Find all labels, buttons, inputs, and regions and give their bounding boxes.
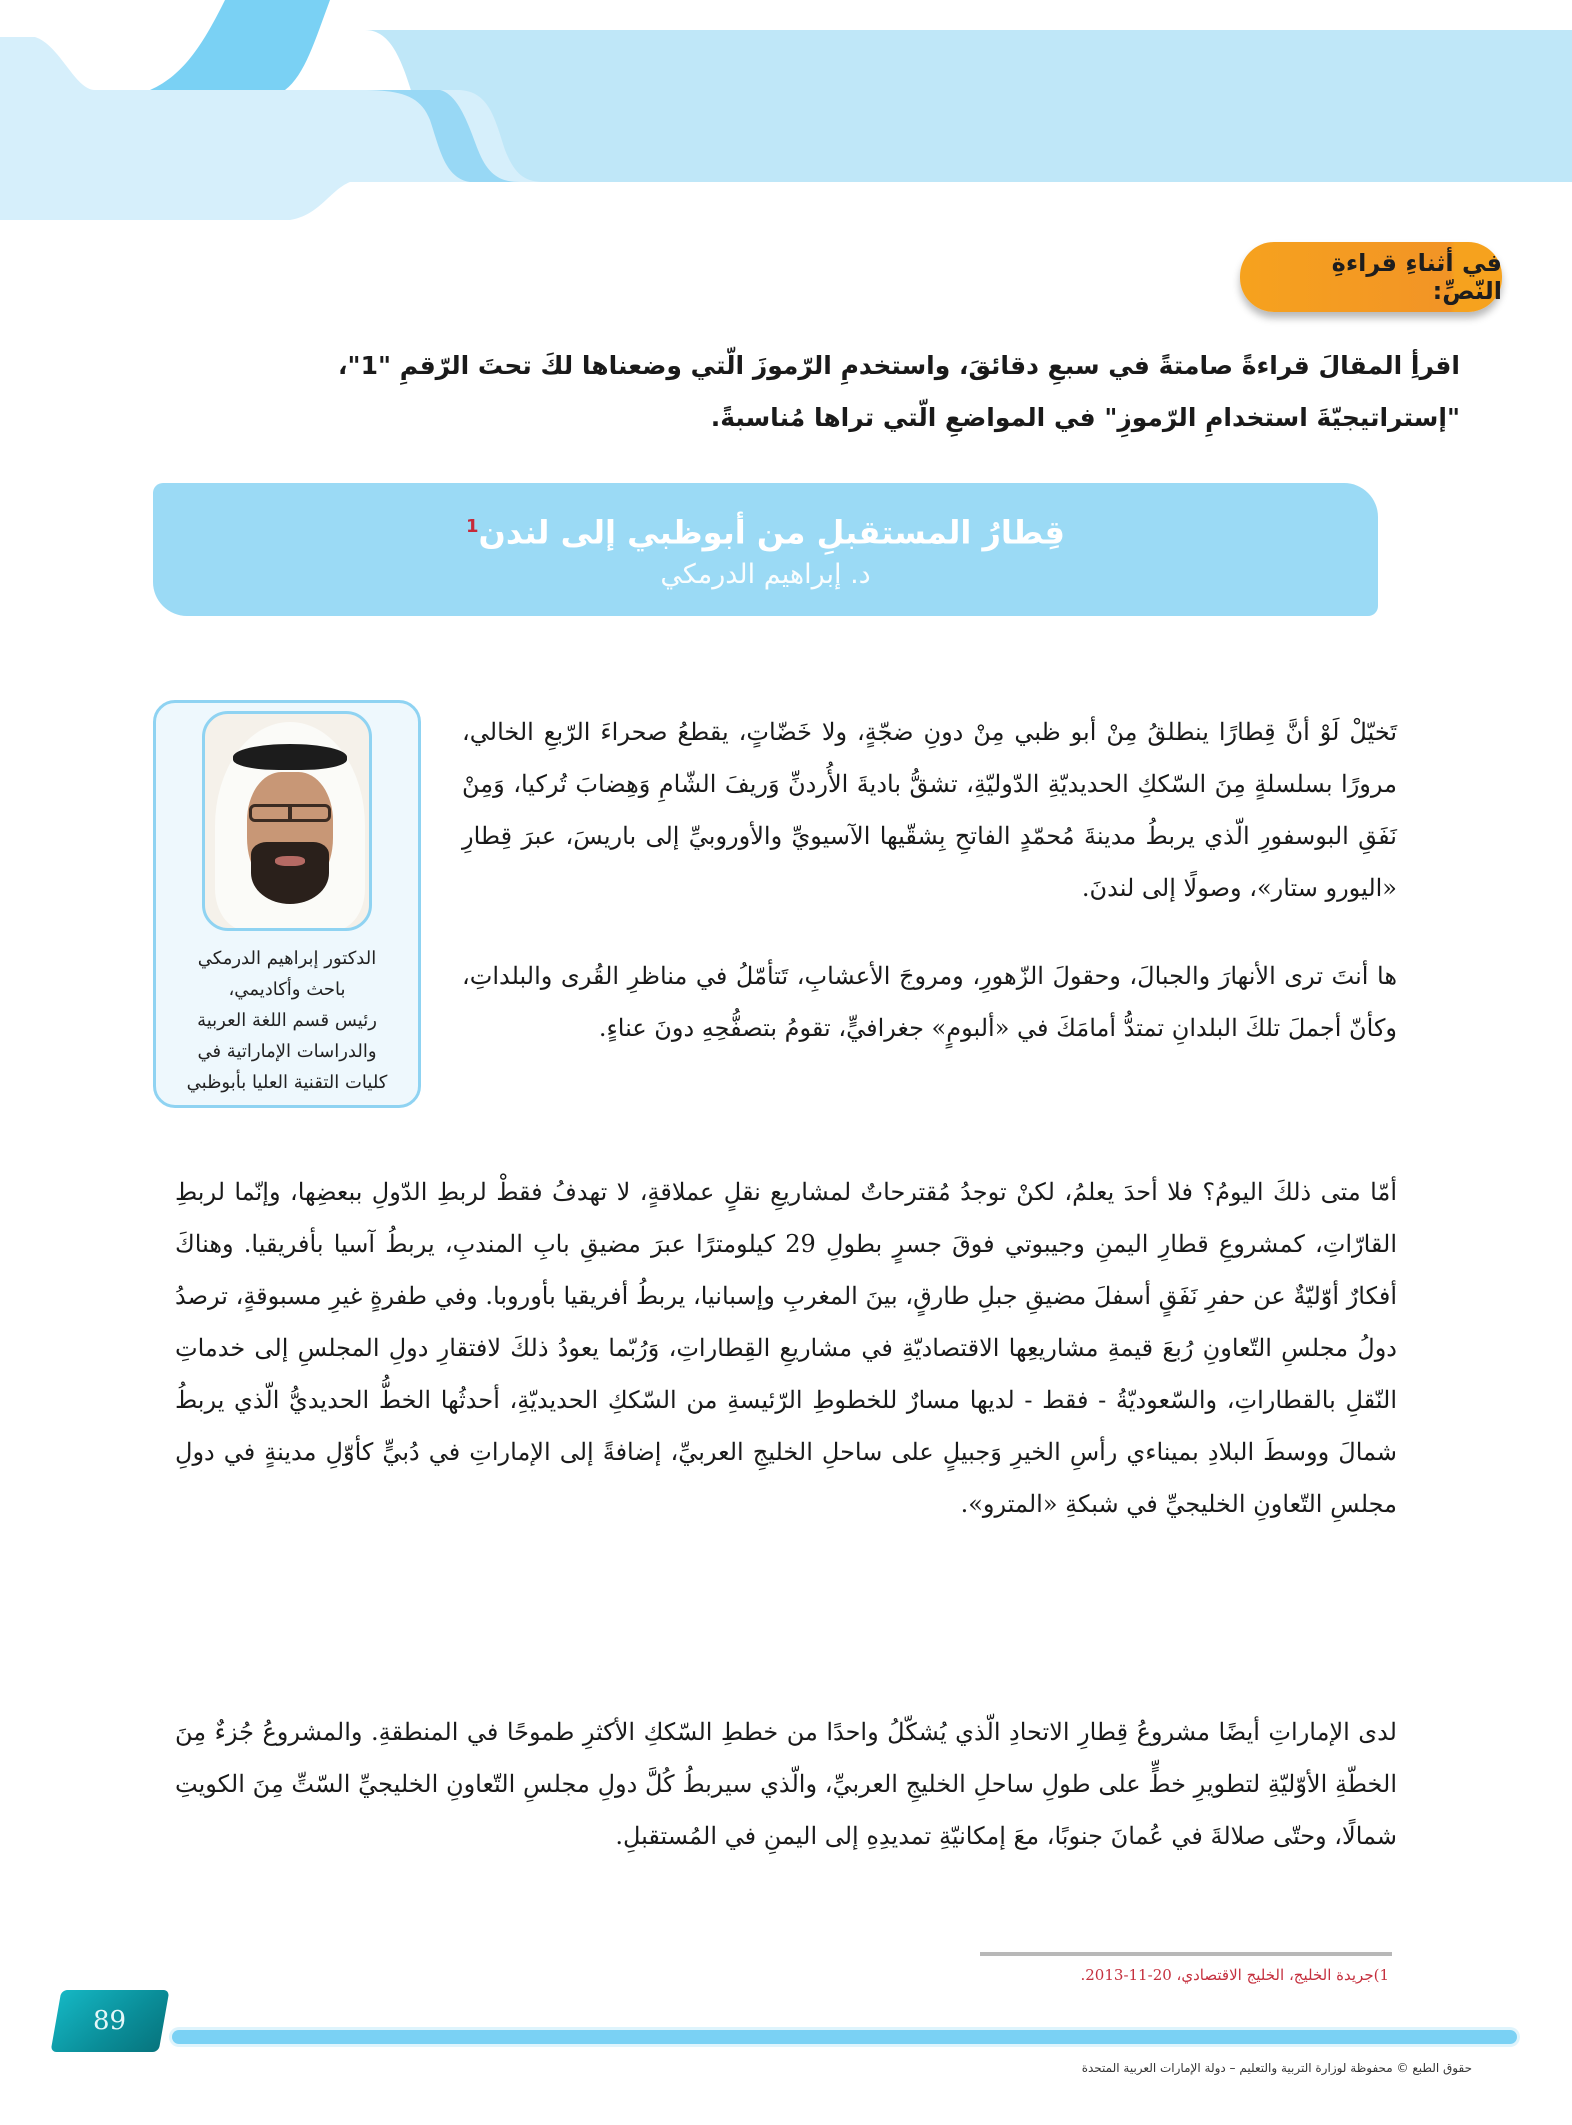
section-heading-pill: [1240, 242, 1502, 312]
footer-divider-bar: [172, 2030, 1517, 2044]
bio-line: كليات التقنية العليا بأبوظبي: [186, 1072, 388, 1093]
article-paragraph-1: تَخيّلْ لَوْ أنَّ قِطارًا ينطلقُ مِنْ أبو ظبي مِنْ دونِ ضجّةٍ، ولا خَضّاتٍ، يقطعُ صحراءَ الرّبعِ الخالي، مرورًا بسلسلةٍ مِنَ السّككِ الحديديّةِ الدّوليّةِ، تشقُّ باديةَ الأُردنِّ وَريفَ الشّامِ وَهِضابَ تُركيا، وَمِنْ نَفَقِ البوسفورِ الّذي يربطُ مدينةَ مُحمّدٍ الفاتحِ بِشقّيها الآسيويِّ والأوروبيِّ إلى باريسَ، عبرَ قِطارِ «اليورو ستار»، وصولًا إلى لندنَ.: [462, 718, 1397, 902]
article-title: [466, 504, 1065, 556]
page-number: 89: [93, 2006, 127, 2036]
footnote-divider: [980, 1952, 1392, 1956]
article-paragraph-2: ها أنتَ ترى الأنهارَ والجبالَ، وحقولَ الزّهورِ، ومروجَ الأعشابِ، تَتأمّلُ في مناظرِ القُرى والبلداتِ، وكأنّ أجملَ تلكَ البلدانِ تمتدُّ أمامَكَ في «ألبومٍ» جغرافيٍّ، تقومُ بتصفُّحِهِ دونَ عناءٍ.: [462, 962, 1397, 1042]
article-paragraph-4: لدى الإماراتِ أيضًا مشروعُ قِطارِ الاتحادِ الّذي يُشكّلُ واحدًا من خططِ السّككِ الأكثرِ طموحًا في المنطقةِ. والمشروعُ جُزءٌ مِنَ الخطّةِ الأوّليّةِ لتطويرِ خطٍّ على طولِ ساحلِ الخليجِ العربيِّ، والّذي سيربطُ كُلَّ دولِ مجلسِ التّعاونِ الخليجيِّ السّتِّ مِنَ الكويتِ شمالًا، وحتّى صلالةَ في عُمانَ جنوبًا، معَ إمكانيّةِ تمديدِهِ إلى اليمنِ في المُستقبلِ.: [175, 1718, 1397, 1850]
copyright-notice: حقوق الطبع © محفوظة لوزارة التربية والتعليم – دولة الإمارات العربية المتحدة: [1081, 2061, 1472, 2075]
bio-line: والدراسات الإماراتية في: [197, 1041, 377, 1062]
author-bio-text: [187, 943, 388, 1098]
article-paragraph-3: أمّا متى ذلكَ اليومُ؟ فلا أحدَ يعلمُ، لكنْ توجدُ مُقترحاتٌ لمشاريعِ نقلٍ عملاقةٍ، لا تهدفُ فقطْ لربطِ الدّولِ ببعضِها، وإنّما لربطِ القارّاتِ، كمشروعِ قطارِ اليمنِ وجيبوتي فوقَ جسرٍ بطولِ 29 كيلومترًا عبرَ مضيقِ بابِ المندبِ، يربطُ آسيا بأفريقيا. وهناكَ أفكارٌ أوّليّةٌ عن حفرِ نَفَقٍ أسفلَ مضيقِ جبلِ طارقٍ، بينَ المغربِ وإسبانيا، يربطُ أفريقيا بأوروبا. وفي طفرةٍ غيرِ مسبوقةٍ، ترصدُ دولُ مجلسِ التّعاونِ رُبعَ قيمةِ مشاريعِها الاقتصاديّةِ في مشاريعِ القِطاراتِ، وَرُبّما يعودُ ذلكَ لافتقارِ دولِ المجلسِ إلى خدماتِ النّقلِ بالقطاراتِ، والسّعوديّةُ - فقط - لديها مسارٌ للخطوطِ الرّئيسةِ من السّككِ الحديديّةِ، أحدثُها الخطُّ الحديديُّ الّذي يربطُ شمالَ ووسطَ البلادِ بميناءي رأسِ الخيرِ وَجبيلٍ على ساحلِ الخليجِ العربيِّ، إضافةً إلى الإماراتِ في دُبيٍّ كأوّلِ مدينةٍ في دولِ مجلسِ التّعاونِ الخليجيِّ في شبكةِ «المترو».: [175, 1178, 1398, 1518]
bio-line: باحث وأكاديمي،: [228, 979, 346, 1000]
section-heading-label: في أثناءِ قراءةِ النّصِّ:: [1331, 249, 1502, 305]
bio-line: رئيس قسم اللغة العربية: [197, 1010, 377, 1031]
header-banner-decoration: [0, 0, 1572, 230]
bio-line: الدكتور إبراهيم الدرمكي: [197, 948, 377, 969]
footnote-source: 1)جريدة الخليج، الخليج الاقتصادي، 20-11-2013.: [1080, 1966, 1389, 1984]
footnote-marker[interactable]: 1: [466, 515, 479, 537]
author-photo: [202, 711, 372, 931]
author-bio-card: [153, 700, 421, 1108]
article-title-card: [153, 483, 1378, 616]
article-author: د. إبراهيم الدرمكي: [660, 559, 871, 591]
reading-instruction: اقرأِ المقالَ قراءةً صامتةً في سبعِ دقائقَ، واستخدمِ الرّموزَ الّتي وضعناها لكَ تحتَ الرّقمِ "1"، "إستراتيجيّةَ استخدامِ الرّموزِ" في المواضعِ الّتي تراها مُناسبةً.: [338, 351, 1460, 432]
article-title-text: قِطارُ المستقبلِ من أبوظبي إلى لندن: [478, 513, 1065, 552]
page-number-badge: [51, 1990, 170, 2052]
